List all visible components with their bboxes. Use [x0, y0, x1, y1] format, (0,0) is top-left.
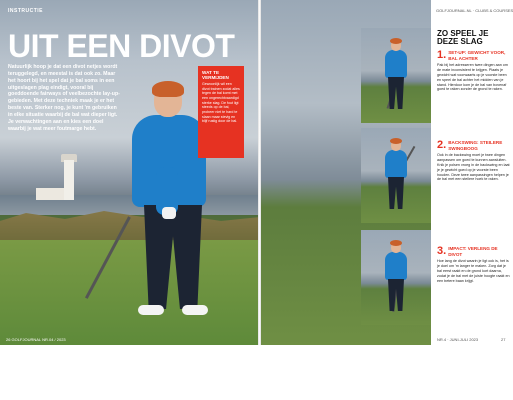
lighthouse-house	[36, 188, 66, 200]
golfer-shirt	[385, 150, 407, 178]
step-title: BACKSWING: STEILERE SWINGBOOG	[448, 140, 503, 151]
tip-box	[198, 66, 244, 158]
golfer-hair	[390, 240, 402, 246]
left-footer: 26 GOLFJOURNAL NR.04 / 2023	[6, 337, 66, 342]
golfer-glove	[162, 207, 176, 219]
step-photo-setup	[361, 28, 431, 123]
step-1	[437, 50, 511, 92]
step-title: SET-UP: GEWICHT VOOR, BAL ACHTER	[448, 50, 506, 61]
step-3	[437, 246, 511, 283]
lighthouse	[64, 160, 74, 200]
section-label: INSTRUCTIE	[8, 8, 43, 14]
left-page	[0, 0, 260, 345]
golfer-shoe-left	[138, 305, 164, 315]
steps-heading: ZO SPEEL JE DEZE SLAG	[437, 29, 489, 47]
step-photo-impact	[361, 230, 431, 325]
step-title: IMPACT: VERLENG DE DIVOT	[448, 246, 498, 257]
golfer-shoe-right	[182, 305, 208, 315]
golfer-trousers	[144, 205, 202, 309]
step-photo-backswing	[361, 128, 431, 223]
tip-title: WAT TE VERMIJDEN	[202, 70, 229, 80]
golfer-hair	[390, 138, 402, 144]
article-title: UIT EEN DIVOT	[8, 28, 235, 64]
step-body: Ook in de backswing moet je twee dingen aanpassen om goed te kunnen aansluiten. Knik je polsen vroeg in de backswing en laat je je gewicht goed op je voorste been houden. Deze twee aanpassingen helpen je de bal met een steilere hoek te raken.	[437, 153, 510, 182]
right-page	[261, 0, 513, 345]
step-number: 3.	[437, 245, 447, 257]
article-intro: Natuurlijk hoop je dat een divot netjes wordt teruggelegd, en meestal is dat ook zo. Maar het hoort bij het spel dat je bal soms in een uitgeslagen plag eindigt, vooral bij goeddoende fairways of veelbezochte lay-up-gebieden. Met deze techniek maak je er het beste van. Sterker nog, je kunt 'm gebruiken in elke situatie waarbij de bal wat dieper ligt. Je verwachtingen aan en kies een doel waarbij je wat meer foutmarge hebt.	[8, 64, 120, 132]
step-2	[437, 140, 511, 182]
step-body: Hoe lang de divot waarin je ligt ook is, het is je doel om 'm langer te maken. Zorg dat je bal eerst raakt en de grond kort daarna, zodat je de bal met de juiste hoogte raakt en een betere baan krijgt.	[437, 259, 510, 283]
step-body: Pak bij het adresseren twee dingen aan om de mate inconsistent te krijgen. Plaats je gewicht wat voorwaarts op je voorste been en speel de bal achter het midden van je stand. Hierdoor kom je de bal van bovenaf goed te raken zonder de grond te raken.	[437, 63, 508, 92]
golfer-hair	[152, 81, 184, 97]
step-number: 2.	[437, 139, 447, 151]
golfer-shirt	[385, 50, 407, 78]
step-number: 1.	[437, 49, 447, 61]
tip-text: Gewoonlijk wil een divot trainen zodat alles tegen de bal komt met een ongerechtvaardigd sterke slag. De fout ligt steeds op de bal, probeer niet te hard te slaan maar stevig en blijf rustig door de bal.	[202, 82, 240, 124]
golfer-hair	[390, 38, 402, 44]
right-footer: NR.4 · JUNI-JULI 2023	[437, 337, 479, 342]
golfer-shirt	[385, 252, 407, 280]
page-number: 27	[501, 337, 506, 342]
right-header: GOLFJOURNAL.NL · CLUBS & COURSES	[436, 8, 513, 13]
